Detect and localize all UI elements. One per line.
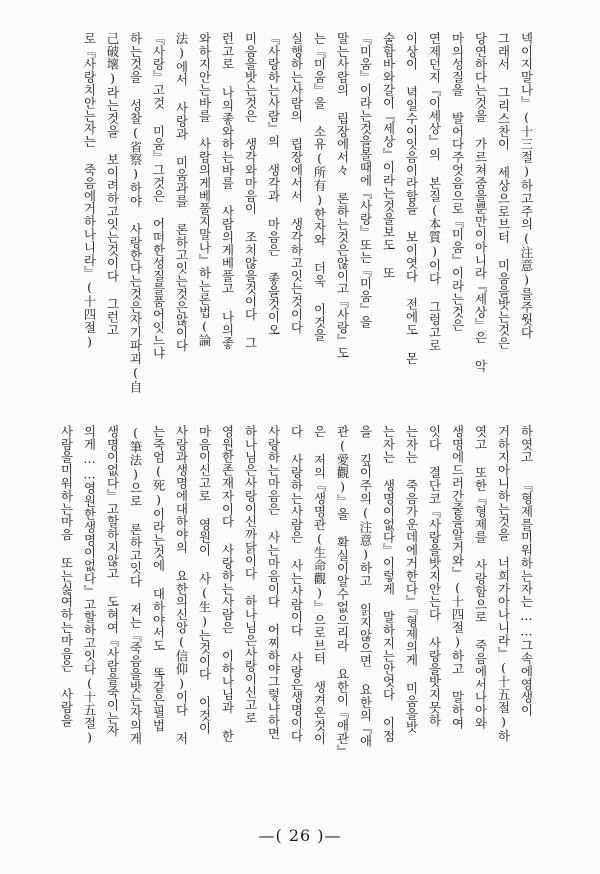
text-line: 하는것을 성찰(省察)하야 사랑한다는것은자기파괴(自 — [128, 32, 143, 394]
text-line: 는자는 생명이없다』이렇게 말하지는안엇다 이점 — [381, 425, 396, 743]
text-line: 잇다 결단코『사랑을밧지안는다 사랑을밧지못하 — [427, 425, 442, 727]
text-line: 넥이지말나』(十三절)하고주의(注意)를주웟다 — [519, 32, 534, 340]
top-text-column — [78, 32, 538, 427]
text-line: 다 사랑하는사람은 사는사람이다 사랑은생명이다 — [289, 425, 304, 743]
text-line: 은 저의『생명관(生命觀)』으로브터 생겨온것이 — [312, 425, 327, 745]
text-line: 술함바와갈이『세상』이라는것을보도 또 — [381, 32, 396, 280]
text-line: 사랑과생명에대하야의 요한의신앙(信仰)이다 저 — [174, 425, 189, 745]
text-line: 하나님은사랑이신까닭이다 하나님은사랑이신고로 — [243, 425, 258, 725]
text-line: 는죽엄(死)이라는것에 대하야서도 똑같은필법 — [151, 425, 166, 733]
text-line: 미움을밧는것은 생각와마음이 조치않을것이다 그 — [243, 32, 258, 350]
text-line: 실행하는사람의 립장에서서 생각하고잇는것이다 — [289, 32, 304, 334]
text-line: 영원한존재자이다 사랑하는사람은 이하나님과 한 — [220, 425, 235, 743]
bottom-text-column — [55, 425, 538, 820]
text-line: 거하지아니하는것을 너희가아나니라』(十五절)하 — [496, 425, 511, 743]
text-line: 엿고 또한『형제를 사랑함으로 죽음에서나아와 — [473, 425, 488, 730]
text-line: 는자는 죽음가운데에거한다』『형제의게 미움을밧 — [404, 425, 419, 734]
page-number: —( 26 )— — [258, 826, 342, 845]
text-line: 의게……영원한생명이없다』고할하고잇다(十五절) — [82, 425, 97, 745]
text-line: 는『미움』을 소유(所有)한자와 더욱 이것을 — [312, 32, 327, 342]
text-line: 말는사람의 립장에서々 론하는것은않이고『사랑』도 — [335, 32, 350, 360]
text-line: 와하지안는바를 사람의게베풀지말나』하는론법(論 — [197, 32, 212, 347]
text-line: 마의성질을 발어다주엇음으로『미움』이라는것은 — [450, 32, 465, 332]
text-line: 관(愛觀)』을 확실이알수없으리라 요한이『애관』 — [335, 425, 350, 758]
text-line: 생명에드러간줄을알거와』(十四절)하고 말하여 — [450, 425, 465, 730]
text-line: 하엿고 『형제를미워하는자는……그속에영생이 — [519, 425, 534, 717]
text-line: 사랑하는마음은 사는마음이다 어찌하야그렇냐하면 — [266, 425, 281, 740]
text-line: 생명이없다』고할하지않고 도혀여『사람을죽이는자 — [105, 425, 120, 738]
text-line: 『사랑하는사람』의 생각과 마음은 좋을것이오 — [266, 32, 281, 337]
text-line: 마음이신고로 영원이 사(生)는것이다 이것이 — [197, 425, 212, 735]
text-line: 사람을미워하는마음 또는싫여하는마음은 사람을 — [59, 425, 74, 727]
text-line: 당연하다는것을 가르쳐줌을뿐만이아니라『세상』은 악 — [473, 32, 488, 373]
text-line: 己破壞)라는것을 보이려하고잇는것이다 그런고 — [105, 32, 120, 337]
text-line: (筆法)으로 론하고잇다 저는『죽음을밧는자의게 — [128, 425, 143, 745]
text-line: 이상이 녁일수이잇음이라함을 보이엿다 전에도 몬 — [404, 32, 419, 365]
text-line: 로『사랑치안는자는 죽음에거하나니라』(十四절) — [82, 32, 97, 350]
text-line: 『사랑』고것 미움』그것은 어떠한성질를품어잇느냐 — [151, 32, 166, 360]
text-line: 그래서 그리스찬이 세상으로브터 미움을밧는것은 — [496, 32, 511, 350]
text-line: 『미움』이라는것을볼때에『사랑』또는『미움』을 — [358, 32, 373, 329]
text-line: 法)에서 사랑과 미움과를 론하고잇는것은않이다 — [174, 32, 189, 352]
text-line: 을 깊이주의(注意)하고 읽지않으면 요한의『애 — [358, 425, 373, 748]
text-line: 연제던지『이세상』의 본질(本質)이다 그렁고로 — [427, 32, 442, 352]
text-line: 런고로 나의좋와하는바를 사람의게베풀고 나의좋 — [220, 32, 235, 350]
